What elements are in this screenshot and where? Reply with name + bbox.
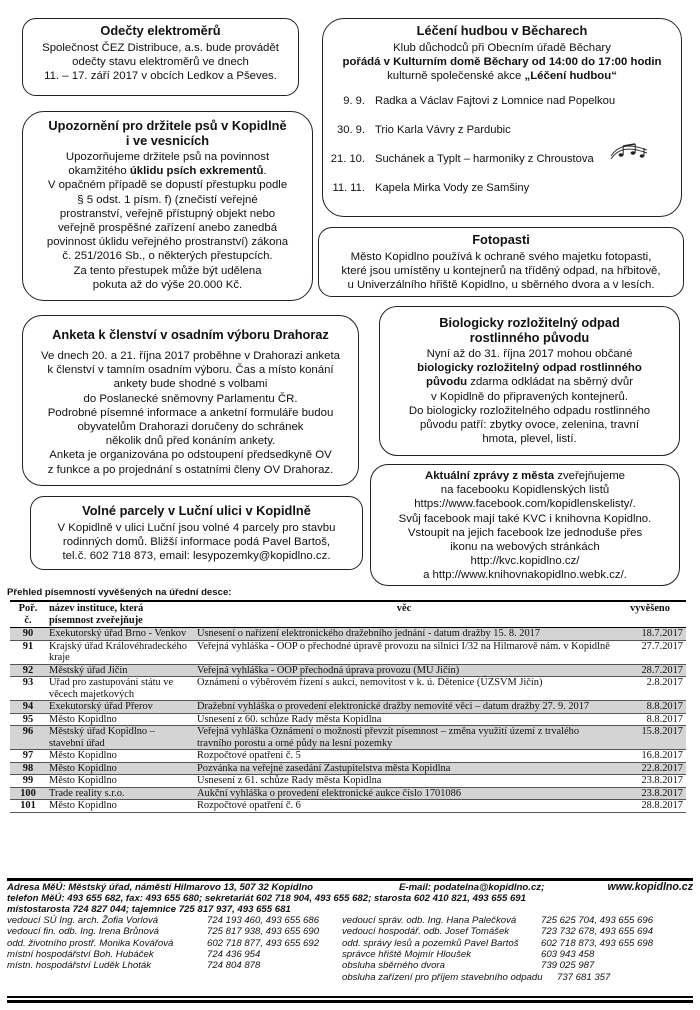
- contact-phone: 723 732 678, 493 655 694: [541, 926, 654, 938]
- row-matter: Rozpočtové opatření č. 5: [194, 750, 614, 763]
- contact-phone: 724 804 878: [207, 960, 261, 972]
- row-institution: Městský úřad Kopidlno – stavební úřad: [46, 726, 194, 750]
- footer-web[interactable]: www.kopidlno.cz: [607, 881, 693, 893]
- program-date: 30. 9.: [337, 123, 365, 136]
- fotopasti-line: Město Kopidlno používá k ochraně svého majetku fotopasti,: [350, 251, 652, 263]
- contact-phone: 724 436 954: [207, 948, 261, 960]
- program-date: 21. 10.: [330, 152, 365, 165]
- bio-line: Do biologicky rozložitelného odpadu rostlinného: [408, 404, 651, 417]
- program-text: Kapela Mirka Vody ze Samšiny: [375, 181, 530, 194]
- col-header-number: [10, 601, 46, 628]
- footer-deputy: místostarosta 724 827 044; tajemnice 725 817 937, 493 655 681: [7, 904, 291, 915]
- program-text: Suchánek a Typlt – harmoniky z Chroustova: [375, 152, 594, 165]
- row-number: 95: [10, 713, 46, 726]
- contact-name: místn. hospodářství Luděk Lhoták: [7, 960, 151, 972]
- psi-line: povinnost úklidu veřejného prostranství) zákona: [46, 236, 289, 249]
- col-header-date: vyvěšeno: [614, 601, 686, 628]
- anketa-line: do Poslanecké sněmovny Parlamentu ČR.: [83, 392, 298, 405]
- row-number: 98: [10, 762, 46, 775]
- prehled-table: [10, 600, 686, 813]
- contact-name: obsluha zařízení pro příjem stavebního odpadu: [342, 971, 543, 983]
- contact-phone: 725 625 704, 493 655 696: [541, 915, 654, 926]
- row-institution: Trade reality s.r.o.: [46, 787, 194, 800]
- bio-line: [380, 375, 679, 389]
- hudba-title: Léčení hudbou v Běcharech: [416, 23, 588, 38]
- psi-line: prostranství, veřejně přístupný objekt nebo: [59, 207, 276, 220]
- footer-top-rule: [7, 878, 693, 881]
- bio-line: původu patří: zbytky ovoce, zelenina, travní: [419, 419, 640, 432]
- contact-name: vedoucí fin. odb. Ing. Irena Brůnová: [7, 926, 160, 938]
- footer-address: Adresa MěÚ: Městský úřad, náměstí Hilmarovo 13, 507 32 Kopidlno: [7, 882, 314, 893]
- row-number: 97: [10, 750, 46, 763]
- row-matter: Rozpočtové opatření č. 6: [194, 800, 614, 813]
- row-date: 27.7.2017: [614, 640, 686, 664]
- footer: [7, 882, 693, 992]
- row-date: 23.8.2017: [614, 787, 686, 800]
- bio-line: hmota, plevel, listí.: [482, 433, 577, 446]
- contact-name: vedoucí správ. odb. Ing. Hana Palečková: [342, 915, 517, 926]
- footer-phones: telefon MěÚ: 493 655 682, fax: 493 655 680; sekretariát 602 718 904, 493 655 682; starosta 602 410 821, 493 655 691: [7, 893, 526, 904]
- row-matter: Usnesení o nařízení elektronického dražebního jednání - datum dražby 15. 8. 2017: [194, 628, 614, 641]
- psi-line: veřejně prospěšné zařízení anebo zanedbá: [57, 222, 278, 235]
- row-number: 100: [10, 787, 46, 800]
- row-date: 18.7.2017: [614, 628, 686, 641]
- row-matter: Dražební vyhláška o provedení elektronické dražby nemovité věci – datum dražby 27. 9. 2017: [194, 701, 614, 714]
- row-institution: Město Kopidlno: [46, 762, 194, 775]
- psi-line: V opačném případě se dopustí přestupku podle: [47, 179, 288, 192]
- row-institution: Krajský úřad Královéhradeckého kraje: [46, 640, 194, 664]
- psi-line: pokuta až do výše 20.000 Kč.: [92, 278, 243, 291]
- row-institution: Exekutorský úřad Přerov: [46, 701, 194, 714]
- parcely-title: Volné parcely v Luční ulici v Kopidlně: [82, 503, 311, 518]
- zpravy-line: ikonu na webových stránkách: [450, 541, 600, 554]
- row-matter: Veřejná vyhláška Oznámení o možnosti převzít písemnost – změna využití území z trvalého travního porostu a orné půdy na lesní pozemky: [194, 726, 614, 750]
- footer-bottom-rule: [7, 1000, 693, 1003]
- zpravy-line: Vstoupit na jejich facebook lze jednoduše přes: [407, 526, 643, 539]
- program-row: [323, 94, 681, 123]
- zpravy-line: Svůj facebook mají také KVC i knihovna Kopidlno.: [398, 512, 652, 525]
- hudba-box: [322, 18, 682, 217]
- zpravy-title-bold: Aktuální zprávy z města: [424, 470, 555, 482]
- row-date: 16.8.2017: [614, 750, 686, 763]
- table-row: [10, 750, 686, 763]
- bio-line-text: zdarma odkládat na sběrný dvůr: [467, 376, 633, 389]
- contact-phone: 602 718 877, 493 655 692: [207, 937, 320, 949]
- table-row: [10, 762, 686, 775]
- contact-name: obsluha sběrného dvora: [342, 960, 445, 972]
- hudba-line: [323, 69, 681, 83]
- psi-line: [23, 164, 312, 178]
- hudba-line: pořádá v Kulturním domě Běchary od 14:00 do 17:00 hodin: [342, 56, 662, 69]
- row-matter: Aukční vyhláška o provedení elektronické aukce číslo 1701086: [194, 787, 614, 800]
- table-row: [10, 701, 686, 714]
- psi-line: Upozorňujeme držitele psů na povinnost: [65, 151, 270, 163]
- program-row: [323, 181, 681, 210]
- row-institution: Město Kopidlno: [46, 775, 194, 788]
- fotopasti-title: Fotopasti: [472, 232, 530, 247]
- psi-title-line: i ve vesnicích: [125, 133, 210, 148]
- elektromery-line: 11. – 17. září 2017 v obcích Ledkov a Pševes.: [44, 70, 277, 83]
- program-date: 11. 11.: [332, 181, 365, 194]
- anketa-line: obyvatelům Drahorazi doručeny do schránek: [77, 421, 304, 434]
- psi-title-line: Upozornění pro držitele psů v Kopidlně: [48, 118, 287, 133]
- psi-line: č. 251/2016 Sb., o některých přestupcích.: [62, 250, 273, 263]
- zpravy-box: [370, 464, 680, 586]
- anketa-line: Anketa je organizována po odstoupení předsedkyně OV: [49, 449, 332, 462]
- zpravy-line: na facebooku Kopidlenských listů: [440, 484, 610, 497]
- psi-line-text: .: [263, 165, 267, 178]
- col-header-text: Poř.: [18, 603, 38, 614]
- row-matter: Oznámení o výběrovém řízení s aukcí, nemovitost v k. ú. Dětenice (ÚZSVM Jičín): [194, 677, 614, 701]
- contact-phone: 725 817 938, 493 655 690: [207, 926, 320, 938]
- psi-emphasis: úklidu psích exkrementů: [129, 165, 264, 178]
- contact-name: odd. správy lesů a pozemků Pavel Bartoš: [342, 937, 519, 949]
- bio-title-line: Biologicky rozložitelný odpad: [439, 315, 620, 330]
- row-number: 101: [10, 800, 46, 813]
- zpravy-link[interactable]: https://www.facebook.com/kopidlenskelisty/.: [414, 498, 636, 511]
- anketa-line: Ve dnech 20. a 21. října 2017 proběhne v Drahorazi anketa: [41, 350, 340, 362]
- anketa-line: z funkce a po projednání s ostatními členy OV Drahoraz.: [47, 463, 334, 476]
- contact-phone: 724 193 460, 493 655 686: [207, 915, 320, 926]
- psi-line-text: okamžitého: [68, 165, 130, 178]
- bio-title-line: rostlinného původu: [469, 330, 590, 345]
- parcely-line: V Kopidlně v ulici Luční jsou volné 4 parcely pro stavbu: [57, 522, 336, 534]
- bio-title: [380, 315, 679, 345]
- row-institution: Město Kopidlno: [46, 713, 194, 726]
- contact-phone: 603 943 458: [541, 948, 595, 960]
- music-notes-icon: [609, 140, 649, 162]
- program-text: Radka a Václav Fajtovi z Lomnice nad Popelkou: [375, 94, 616, 107]
- row-date: 8.8.2017: [614, 701, 686, 714]
- psi-box: [22, 111, 313, 301]
- anketa-title: Anketa k členství v osadním výboru Drahoraz: [52, 327, 329, 342]
- contact-phone: 602 718 873, 493 655 698: [541, 937, 654, 949]
- row-date: 23.8.2017: [614, 775, 686, 788]
- row-date: 8.8.2017: [614, 713, 686, 726]
- col-header-text: název instituce, která: [49, 603, 144, 614]
- table-row: [10, 800, 686, 813]
- row-number: 94: [10, 701, 46, 714]
- program-text: Trio Karla Vávry z Pardubic: [375, 123, 511, 136]
- table-row: [10, 664, 686, 677]
- elektromery-line: Společnost ČEZ Distribuce, a.s. bude provádět: [42, 42, 279, 54]
- row-matter: Pozvánka na veřejné zasedání Zastupitelstva města Kopidlna: [194, 762, 614, 775]
- elektromery-line: odečty stavu elektroměrů ve dnech: [72, 56, 249, 69]
- table-body: [10, 628, 686, 813]
- col-header-matter: věc: [194, 601, 614, 628]
- fotopasti-line: které jsou umístěny u kontejnerů na tříděný odpad, na hřbitově,: [341, 265, 661, 278]
- contact-name: správce hřiště Mojmír Hloušek: [342, 948, 472, 960]
- row-institution: Exekutorský úřad Brno - Venkov: [46, 628, 194, 641]
- zpravy-link[interactable]: a http://www.knihovnakopidlno.webk.cz/.: [423, 569, 627, 582]
- row-number: 93: [10, 677, 46, 701]
- psi-line: Za tento přestupek může být udělena: [73, 264, 262, 277]
- row-number: 92: [10, 664, 46, 677]
- parcely-line: tel.č. 602 718 873, email: lesypozemky@kopidlno.cz.: [62, 550, 331, 563]
- table-row: [10, 713, 686, 726]
- row-number: 90: [10, 628, 46, 641]
- row-institution: Městský úřad Jičín: [46, 664, 194, 677]
- table-row: [10, 677, 686, 701]
- zpravy-link[interactable]: http://kvc.kopidlno.cz/: [470, 555, 580, 568]
- contact-phone: 739 025 987: [541, 960, 595, 972]
- row-date: 2.8.2017: [614, 677, 686, 701]
- prehled-caption: Přehled písemností vyvěšených na úřední desce:: [7, 587, 232, 598]
- row-number: 96: [10, 726, 46, 750]
- contact-phone: 737 681 357: [557, 971, 611, 983]
- anketa-line: ankety bude shodné s volbami: [113, 378, 268, 391]
- row-institution: Město Kopidlno: [46, 800, 194, 813]
- table-row: [10, 775, 686, 788]
- table-row: [10, 787, 686, 800]
- parcely-line: rodinných domů. Bližší informace podá Pavel Bartoš,: [62, 536, 331, 549]
- table-row: [10, 640, 686, 664]
- contact-name: vedoucí hospodář. odb. Josef Tomášek: [342, 926, 510, 938]
- parcely-box: [30, 496, 363, 570]
- contact-name: místní hospodářství Boh. Hubáček: [7, 948, 154, 960]
- table-row: [10, 628, 686, 641]
- col-header-text: písemnost zveřejňuje: [49, 614, 143, 626]
- anketa-line: k členství v tamním osadním výboru. Čas a místo konání: [47, 364, 334, 377]
- row-date: 28.8.2017: [614, 800, 686, 813]
- footer-email[interactable]: E-mail: podatelna@kopidlno.cz;: [399, 882, 545, 893]
- row-number: 91: [10, 640, 46, 664]
- row-date: 15.8.2017: [614, 726, 686, 750]
- elektromery-title: Odečty elektroměrů: [100, 23, 221, 38]
- col-header-institution: [46, 601, 194, 628]
- bio-line: v Kopidlně do připravených kontejnerů.: [431, 390, 628, 403]
- bio-box: [379, 306, 680, 456]
- program-date: 9. 9.: [343, 94, 365, 107]
- zpravy-title: [371, 469, 679, 483]
- bio-emphasis: původu: [425, 376, 468, 389]
- table-header-row: [10, 601, 686, 628]
- elektromery-box: [22, 18, 299, 96]
- anketa-line: několik dnů před konáním ankety.: [105, 435, 276, 448]
- fotopasti-line: u Univerzálního hřiště Kopidlno, u sběrného dvora a v lesích.: [347, 279, 655, 292]
- contact-name: vedoucí SÚ Ing. arch. Žofia Vorlová: [7, 915, 159, 926]
- footer-bottom-rule: [7, 996, 693, 998]
- bio-line: Nyní až do 31. října 2017 mohou občané: [426, 348, 633, 360]
- zpravy-title-text: zveřejňujeme: [554, 470, 626, 482]
- row-date: 28.7.2017: [614, 664, 686, 677]
- row-institution: Město Kopidlno: [46, 750, 194, 763]
- hudba-line: Klub důchodců při Obecním úřadě Běchary: [393, 42, 611, 54]
- row-date: 22.8.2017: [614, 762, 686, 775]
- row-institution: Úřad pro zastupování státu ve věcech majetkových: [46, 677, 194, 701]
- fotopasti-box: [318, 227, 684, 297]
- psi-line: § 5 odst. 1 písm. f) (znečistí veřejné: [77, 193, 258, 206]
- contact-name: odd. životního prostř. Monika Kovářová: [7, 937, 174, 949]
- hudba-event-name: „Léčení hudbou“: [524, 70, 617, 83]
- row-matter: Usnesení z 61. schůze Rady města Kopidlna: [194, 775, 614, 788]
- anketa-box: [22, 315, 359, 486]
- anketa-line: Podrobné písemné informace a anketní formuláře budou: [47, 406, 334, 419]
- row-number: 99: [10, 775, 46, 788]
- bio-emphasis: biologicky rozložitelný odpad rostlinného: [417, 362, 642, 375]
- row-matter: Usnesení z 60. schůze Rady města Kopidlna: [194, 713, 614, 726]
- row-matter: Veřejná vyhláška - OOP přechodná úprava provozu (MU Jičín): [194, 664, 614, 677]
- psi-title: [23, 118, 312, 148]
- table-row: [10, 726, 686, 750]
- row-matter: Veřejná vyhláška - OOP o přechodné úpravě provozu na silnici I/32 na Hilmarově nám. v Kopidlně: [194, 640, 614, 664]
- hudba-line-text: kulturně společenské akce: [387, 70, 525, 83]
- col-header-text: č.: [24, 614, 32, 626]
